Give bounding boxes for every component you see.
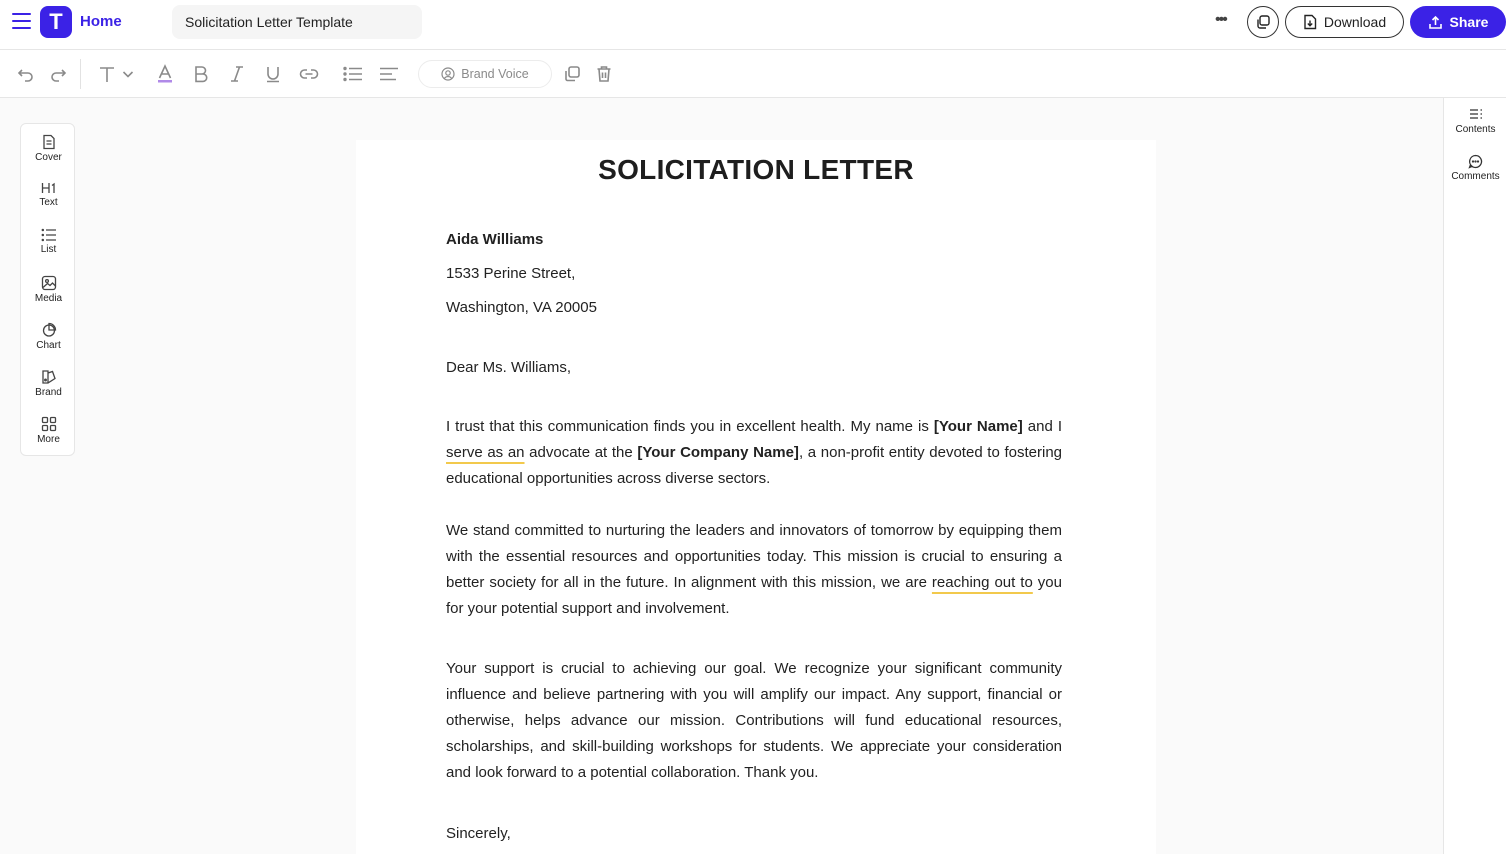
more-options-icon[interactable]: •••: [1215, 11, 1226, 28]
link-button[interactable]: [298, 62, 320, 86]
text-color-icon: [156, 64, 174, 84]
paragraph-1-text-1: I trust that this communication finds you in excellent health. My name is: [446, 418, 934, 435]
image-icon: [41, 275, 57, 291]
download-file-icon: [1303, 14, 1317, 30]
paragraph-2-text-2: you for your potential support and involvement.: [446, 574, 1062, 617]
grammar-suggestion-underline[interactable]: serve as an: [446, 444, 525, 461]
brand-voice-button[interactable]: [418, 60, 552, 88]
bulleted-list-button[interactable]: [342, 62, 364, 86]
app-logo[interactable]: T: [40, 6, 72, 38]
paragraph-1[interactable]: [446, 414, 1062, 492]
insert-text-label: Text: [39, 197, 58, 208]
insert-more-button[interactable]: [21, 416, 76, 456]
heading-icon: [41, 181, 57, 195]
brand-voice-icon: [441, 67, 455, 81]
paragraph-2[interactable]: [446, 518, 1062, 622]
text-style-dropdown[interactable]: [94, 62, 138, 86]
right-panel: [1443, 98, 1506, 854]
paragraph-1-text-4: , a non-profit entity devoted to fostering educational opportunities across diverse sectors.: [446, 444, 1063, 487]
paragraph-1-text-2: and I: [1022, 418, 1062, 435]
contents-icon: [1469, 108, 1483, 122]
text-style-icon: [97, 64, 117, 84]
download-label: Download: [1323, 14, 1387, 30]
letter-title[interactable]: SOLICITATION LETTER: [598, 154, 914, 185]
duplicate-button[interactable]: [1247, 6, 1279, 38]
list-icon: [41, 228, 57, 242]
top-bar: [0, 0, 1506, 50]
align-left-icon: [379, 66, 399, 82]
address-line-2[interactable]: Washington, VA 20005: [446, 299, 597, 316]
insert-brand-button[interactable]: [21, 369, 76, 409]
share-label: Share: [1449, 14, 1489, 30]
cover-icon: [42, 134, 56, 150]
upload-icon: [1428, 15, 1443, 30]
duplicate-icon: [1255, 14, 1271, 30]
contents-button[interactable]: [1444, 108, 1506, 135]
copy-icon: [563, 65, 581, 83]
comments-button[interactable]: [1444, 154, 1506, 182]
bold-icon: [193, 65, 209, 83]
text-color-button[interactable]: [155, 62, 175, 86]
insert-brand-label: Brand: [35, 387, 62, 398]
bulleted-list-icon: [343, 66, 363, 82]
hamburger-menu-icon[interactable]: [12, 13, 31, 29]
sender-name[interactable]: Aida Williams: [446, 231, 544, 248]
delete-block-button[interactable]: [594, 62, 614, 86]
contents-label: Contents: [1455, 124, 1496, 135]
company-name-placeholder: [Your Company Name]: [637, 444, 799, 461]
italic-button[interactable]: [227, 62, 247, 86]
chart-icon: [41, 322, 57, 338]
chevron-down-icon: [121, 67, 135, 81]
brand-voice-label: Brand Voice: [461, 67, 529, 81]
document-page[interactable]: [356, 140, 1156, 854]
insert-more-label: More: [37, 434, 60, 445]
paragraph-3[interactable]: Your support is crucial to achieving our goal. We recognize your significant community influence and believe partnering with you will amplify our impact. Any support, financial or otherwise, helps advance our mission. Contributions will fund educational resources, scholarships, and skill-building workshops for students. We appreciate your consideration and look forward to a potential collaboration. Thank you.: [446, 660, 1062, 781]
brand-icon: [41, 369, 57, 385]
address-line-1[interactable]: 1533 Perine Street,: [446, 265, 576, 282]
toolbar-divider: [80, 59, 81, 89]
paragraph-2-text-1: We stand committed to nurturing the leaders and innovators of tomorrow by equipping them with the essential resources and opportunities today. This mission is crucial to ensuring a better society for all in the future. In alignment with this mission, we are: [446, 522, 1062, 591]
comment-icon: [1468, 154, 1483, 169]
formatting-toolbar: [0, 50, 1506, 98]
trash-icon: [596, 65, 612, 83]
align-button[interactable]: [378, 62, 400, 86]
redo-button[interactable]: [48, 62, 68, 86]
download-button[interactable]: [1285, 6, 1404, 38]
bold-button[interactable]: [191, 62, 211, 86]
insert-cover-label: Cover: [35, 152, 62, 163]
insert-panel: [20, 123, 75, 456]
italic-icon: [229, 65, 245, 83]
insert-media-button[interactable]: [21, 275, 76, 315]
insert-chart-label: Chart: [36, 340, 61, 351]
underline-icon: [265, 65, 281, 83]
insert-list-label: List: [40, 244, 57, 255]
insert-cover-button[interactable]: [21, 134, 76, 174]
underline-button[interactable]: [263, 62, 283, 86]
document-title-input[interactable]: Solicitation Letter Template: [172, 5, 422, 39]
insert-list-button[interactable]: [21, 228, 76, 268]
grammar-suggestion-underline[interactable]: reaching out to: [931, 574, 1033, 591]
home-link[interactable]: Home: [80, 13, 122, 30]
your-name-placeholder: [Your Name]: [933, 418, 1023, 435]
closing[interactable]: Sincerely,: [446, 825, 511, 842]
comments-label: Comments: [1451, 171, 1500, 182]
insert-media-label: Media: [34, 293, 63, 304]
duplicate-block-button[interactable]: [562, 62, 582, 86]
insert-text-button[interactable]: [21, 181, 76, 221]
grid-icon: [41, 416, 57, 432]
undo-button[interactable]: [16, 62, 36, 86]
paragraph-1-text-3: advocate at the: [524, 444, 638, 461]
link-icon: [299, 67, 319, 81]
redo-icon: [49, 66, 67, 82]
salutation[interactable]: Dear Ms. Williams,: [446, 359, 572, 376]
undo-icon: [17, 66, 35, 82]
insert-chart-button[interactable]: [21, 322, 76, 362]
share-button[interactable]: [1410, 6, 1506, 38]
